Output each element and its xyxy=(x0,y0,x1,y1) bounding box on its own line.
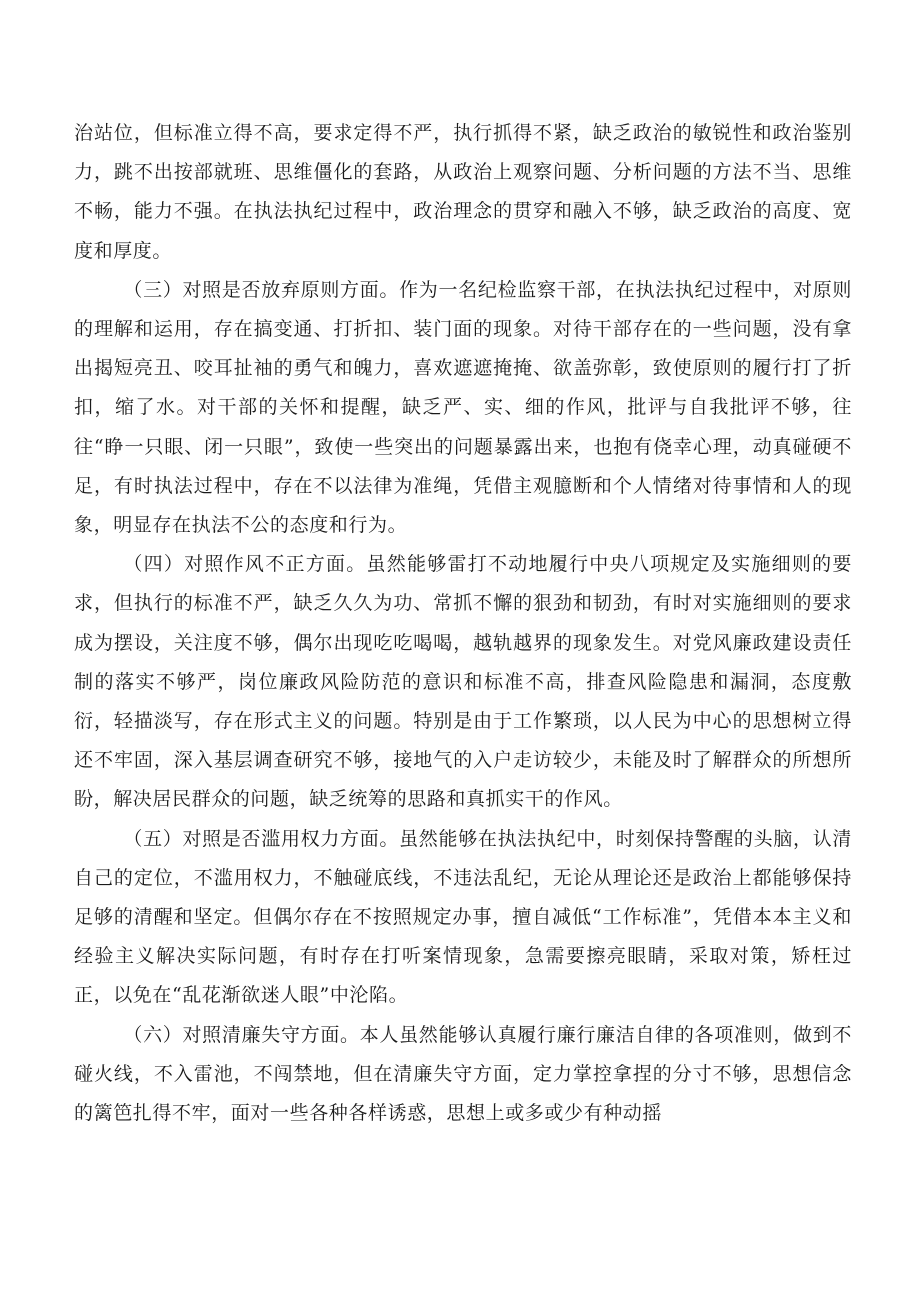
paragraph-section-4: （四）对照作风不正方面。虽然能够雷打不动地履行中央八项规定及实施细则的要求，但执行的标准不严，缺乏久久为功、常抓不懈的狠劲和韧劲，有时对实施细则的要求成为摆设，关注度不够，偶尔出现吃吃喝喝，越轨越界的现象发生。对党风廉政建设责任制的落实不够严，岗位廉政风险防范的意识和标准不高，排查风险隐患和漏洞，态度敷衍，轻描淡写，存在形式主义的问题。特别是由于工作繁琐，以人民为中心的思想树立得还不牢固，深入基层调查研究不够，接地气的入户走访较少，未能及时了解群众的所想所盼，解决居民群众的问题，缺乏统筹的思路和真抓实干的作风。 xyxy=(74,553,852,811)
paragraph-section-3: （三）对照是否放弃原则方面。作为一名纪检监察干部，在执法执纪过程中，对原则的理解和运用，存在搞变通、打折扣、装门面的现象。对待干部存在的一些问题，没有拿出揭短亮丑、咬耳扯袖的勇气和魄力，喜欢遮遮掩掩、欲盖弥彰，致使原则的履行打了折扣，缩了水。对干部的关怀和提醒，缺乏严、实、细的作风，批评与自我批评不够，往往“睁一只眼、闭一只眼”，致使一些突出的问题暴露出来，也抱有侥幸心理，动真碰硬不足，有时执法过程中，存在不以法律为准绳，凭借主观臆断和个人情绪对待事情和人的现象，明显存在执法不公的态度和行为。 xyxy=(74,278,852,537)
paragraph-section-5: （五）对照是否滥用权力方面。虽然能够在执法执纪中，时刻保持警醒的头脑，认清自己的定位，不滥用权力，不触碰底线，不违法乱纪，无论从理论还是政治上都能够保持足够的清醒和坚定。但偶尔存在不按照规定办事，擅自减低“工作标准”，凭借本本主义和经验主义解决实际问题，有时存在打听案情现象，急需要擦亮眼睛，采取对策，矫枉过正，以免在“乱花渐欲迷人眼”中沦陷。 xyxy=(74,827,852,1007)
paragraph-section-6: （六）对照清廉失守方面。本人虽然能够认真履行廉行廉洁自律的各项准则，做到不碰火线，不入雷池，不闯禁地，但在清廉失守方面，定力掌控拿捏的分寸不够，思想信念的篱笆扎得不牢，面对一些各种各样诱惑，思想上或多或少有种动摇 xyxy=(74,1023,852,1125)
document-body xyxy=(74,114,852,1133)
paragraph-continuation: 治站位，但标准立得不高，要求定得不严，执行抓得不紧，缺乏政治的敏锐性和政治鉴别力，跳不出按部就班、思维僵化的套路，从政治上观察问题、分析问题的方法不当、思维不畅，能力不强。在执法执纪过程中，政治理念的贯穿和融入不够，缺乏政治的高度、宽度和厚度。 xyxy=(74,122,852,262)
